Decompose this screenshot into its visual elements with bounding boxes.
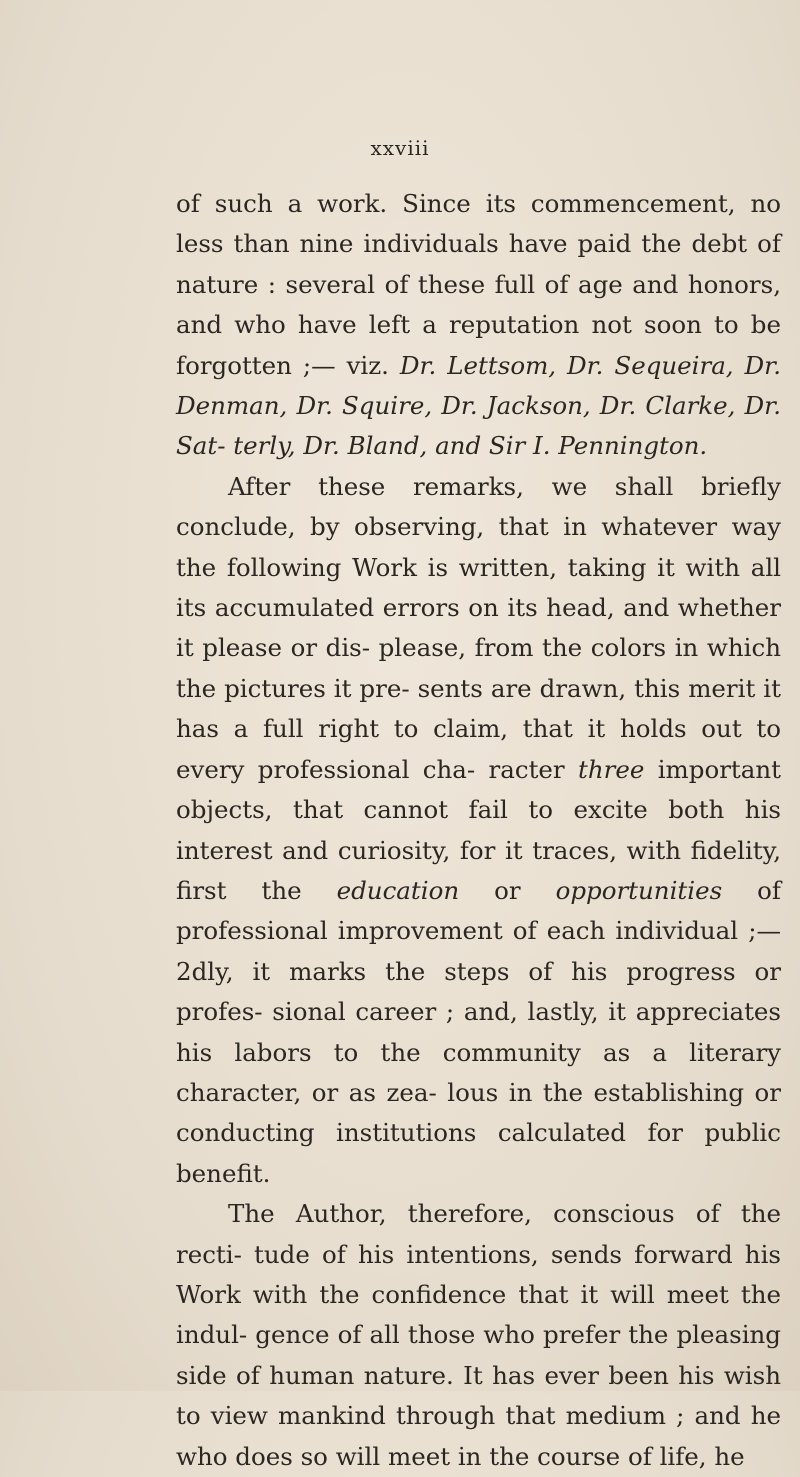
paragraph-3: [176, 1194, 781, 1477]
paragraph-1-text: of such a work. Since its commencement, no less than nine individuals have paid the debt of nature : several of these full of age and honors, and who have left a reputation not soon to be forgotten ;— viz.: [176, 189, 781, 380]
emphasis-three: three: [578, 754, 645, 784]
paragraph-2-text-d: of professional improvement of each individual ;— 2dly, it marks the steps of his progress or profes- sional career ; and, lastly, it appreciates his labors to the community as a literary character, or as zea- lous in the establishing or conducting institutions calculated for public benefit.: [176, 875, 781, 1188]
emphasis-education: education: [336, 875, 460, 905]
paragraph-2: [176, 467, 781, 1194]
emphasis-opportunities: opportunities: [555, 875, 723, 905]
paragraph-2-text-b: important objects, that cannot fail to excite both his interest and curiosity, for it traces, with fidelity, first the: [176, 754, 781, 905]
physician-names: Dr. Lettsom, Dr. Sequeira, Dr. Denman, Dr. Squire, Dr. Jackson, Dr. Clarke, Dr. Sat- terly, Dr. Bland, and Sir I. Pennington.: [176, 350, 781, 461]
page-number: xxviii: [370, 136, 430, 160]
paragraph-2-text-a: After these remarks, we shall briefly conclude, by observing, that in whatever way the following Work is written, taking it with all its accumulated errors on its head, and whether it please or dis- please, from the colors in which the pictures it pre- sents are drawn, this merit it has a full right to claim, that it holds out to every professional cha- racter: [176, 471, 781, 784]
body-text: [176, 184, 781, 1477]
paragraph-3-text: The Author, therefore, conscious of the recti- tude of his intentions, sends forward his Work with the confidence that it will meet the indul- gence of all those who prefer the pleasing side of human nature. It has ever been his wish to view mankind through that medium ; and he who does so will meet in the course of life, he: [176, 1199, 781, 1471]
paragraph-2-text-c: or: [459, 875, 556, 905]
paragraph-1: [176, 184, 781, 467]
